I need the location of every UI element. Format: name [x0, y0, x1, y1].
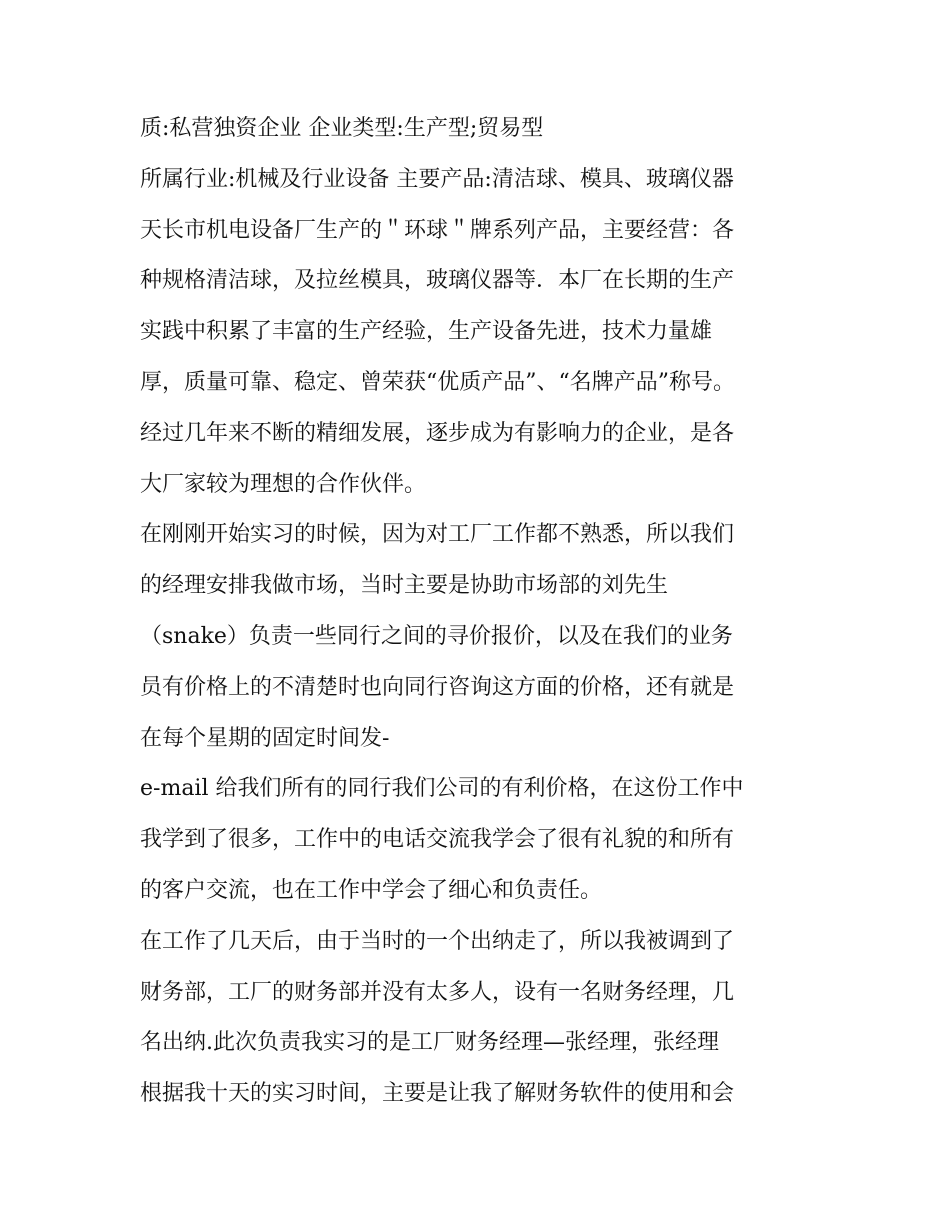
text-line: （snake）负责一些同行之间的寻价报价，以及在我们的业务 — [140, 623, 733, 649]
text-line: 在工作了几天后，由于当时的一个出纳走了，所以我被调到了 — [140, 928, 735, 954]
text-line: 根据我十天的实习时间，主要是让我了解财务软件的使用和会 — [140, 1081, 735, 1107]
text-line: 实践中积累了丰富的生产经验，生产设备先进，技术力量雄 — [140, 319, 713, 345]
text-line: e-mail 给我们所有的同行我们公司的有利价格，在这份工作中 — [140, 776, 744, 802]
text-line: 在每个星期的固定时间发- — [140, 725, 390, 751]
text-line: 质:私营独资企业 企业类型:生产型;贸易型 — [140, 116, 544, 141]
text-line: 的客户交流，也在工作中学会了细心和负责任。 — [140, 877, 603, 903]
text-line: 在刚刚开始实习的时候，因为对工厂工作都不熟悉，所以我们 — [140, 522, 735, 548]
text-line: 大厂家较为理想的合作伙伴。 — [140, 471, 427, 497]
text-line: 所属行业:机械及行业设备 主要产品:清洁球、模具、玻璃仪器 — [140, 166, 734, 192]
document-body — [140, 104, 820, 1120]
text-line: 财务部，工厂的财务部并没有太多人，设有一名财务经理，几 — [140, 979, 735, 1005]
text-line: 经过几年来不断的精细发展，逐步成为有影响力的企业，是各 — [140, 420, 735, 446]
text-line: 厚，质量可靠、稳定、曾荣获“优质产品”、“名牌产品”称号。 — [140, 369, 735, 395]
text-line: 种规格清洁球，及拉丝模具，玻璃仪器等．本厂在长期的生产 — [140, 268, 735, 294]
text-line: 天长市机电设备厂生产的＂环球＂牌系列产品，主要经营：各 — [140, 217, 735, 243]
text-line: 的经理安排我做市场，当时主要是协助市场部的刘先生 — [140, 573, 669, 599]
text-line: 我学到了很多，工作中的电话交流我学会了很有礼貌的和所有 — [140, 827, 735, 853]
text-line: 名出纳.此次负责我实习的是工厂财务经理—张经理，张经理 — [140, 1030, 719, 1056]
text-line: 员有价格上的不清楚时也向同行咨询这方面的价格，还有就是 — [140, 674, 735, 700]
